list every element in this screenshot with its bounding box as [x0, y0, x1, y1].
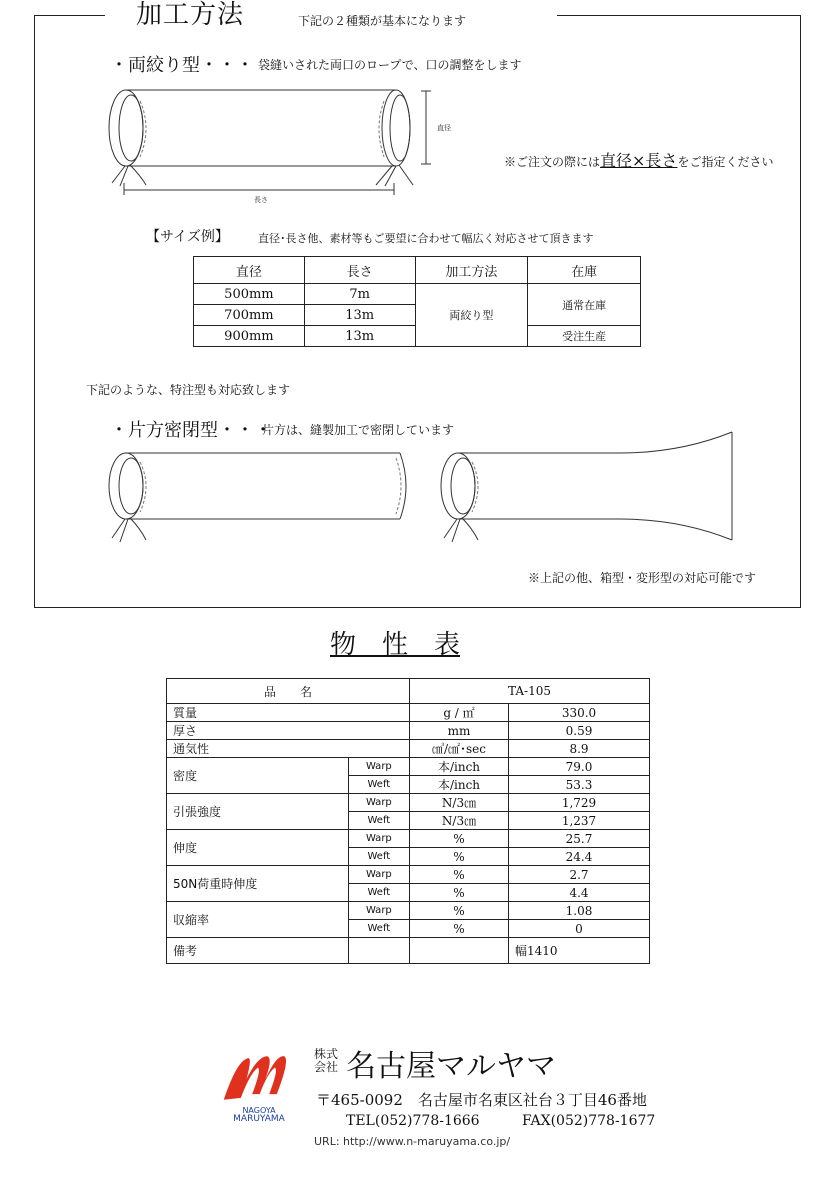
prop-value: 24.4: [509, 848, 650, 866]
company-url[interactable]: URL: http://www.n-maruyama.co.jp/: [314, 1135, 511, 1148]
prop-weft-label: Weft: [348, 884, 409, 902]
prop-warp-label: Warp: [348, 902, 409, 920]
prop-name: 質量: [167, 704, 410, 722]
prop-value: 2.7: [509, 866, 650, 884]
prop-value: 79.0: [509, 758, 650, 776]
special-order-note: 下記のような、特注型も対応致します: [86, 383, 291, 397]
other-shapes-note: ※上記の他、箱型・変形型の対応可能です: [528, 571, 757, 585]
prop-weft-label: Weft: [348, 920, 409, 938]
prop-weft-label: Weft: [348, 812, 409, 830]
length-label: 長さ: [254, 196, 268, 204]
prop-unit: %: [410, 920, 509, 938]
logo-line-nagoya: NAGOYA: [242, 1106, 276, 1115]
maruyama-logo-icon: [220, 1048, 290, 1108]
size-example-heading: 【サイズ例】: [146, 229, 229, 245]
size-cell-diameter: 500mm: [194, 284, 305, 305]
size-header-diameter: 直径: [194, 257, 305, 284]
prop-unit: 本/inch: [410, 758, 509, 776]
prop-remarks-label: 備考: [167, 938, 349, 964]
size-cell-length: 7m: [304, 284, 415, 305]
size-cell-length: 13m: [304, 326, 415, 347]
size-cell-method: 両絞り型: [415, 284, 528, 347]
size-cell-diameter: 900mm: [194, 326, 305, 347]
kabushiki-top: 株式: [314, 1047, 339, 1061]
prop-value: 53.3: [509, 776, 650, 794]
prop-name: 伸度: [167, 830, 349, 866]
prop-warp-label: Warp: [348, 830, 409, 848]
single-bag-illustrations: [100, 450, 750, 560]
prop-unit: %: [410, 848, 509, 866]
properties-table: [166, 678, 650, 964]
prop-unit: mm: [410, 722, 509, 740]
single-type-heading: ・片方密閉型・・・: [110, 420, 272, 441]
double-type-heading: ・両絞り型・・・: [110, 55, 254, 76]
order-note: [504, 148, 773, 171]
prop-unit: 本/inch: [410, 776, 509, 794]
prop-value: 0: [509, 920, 650, 938]
size-cell-stock-normal: 通常在庫: [528, 284, 641, 326]
double-type-description: 袋縫いされた両口のロープで、口の調整をします: [258, 58, 522, 72]
company-tel: TEL(052)778-1666: [346, 1113, 480, 1129]
company-fax: FAX(052)778-1677: [522, 1113, 656, 1129]
prop-value: 1,237: [509, 812, 650, 830]
prop-unit: ㎤/㎠･sec: [410, 740, 509, 758]
single-type-description: 片方は、縫製加工で密閉しています: [262, 423, 455, 437]
prop-warp-label: Warp: [348, 794, 409, 812]
prop-value: 1.08: [509, 902, 650, 920]
prop-remarks-value: 幅1410: [509, 938, 650, 964]
prop-name: 引張強度: [167, 794, 349, 830]
company-kabushiki: [314, 1048, 338, 1074]
prop-value: 4.4: [509, 884, 650, 902]
order-note-emphasis: 直径×長さ: [600, 151, 678, 170]
prop-unit: %: [410, 866, 509, 884]
prop-warp-label: Warp: [348, 866, 409, 884]
size-header-method: 加工方法: [415, 257, 528, 284]
prop-name: 通気性: [167, 740, 410, 758]
prop-unit: %: [410, 884, 509, 902]
company-address: 〒465-0092 名古屋市名東区社台３丁目46番地: [316, 1091, 647, 1109]
size-cell-length: 13m: [304, 305, 415, 326]
properties-title: 物 性 表: [330, 630, 461, 660]
prop-name: 収縮率: [167, 902, 349, 938]
order-note-suffix: をご指定ください: [677, 155, 774, 169]
section-title: 加工方法: [136, 0, 245, 30]
size-header-length: 長さ: [304, 257, 415, 284]
size-example-table: [193, 256, 641, 347]
prop-unit: N/3㎝: [410, 812, 509, 830]
prop-value: 330.0: [509, 704, 650, 722]
logo-text: [222, 1106, 296, 1124]
prop-unit: %: [410, 830, 509, 848]
section-subtitle: 下記の２種類が基本になります: [298, 14, 467, 28]
double-bag-illustration: [100, 85, 440, 210]
prop-weft-label: Weft: [348, 776, 409, 794]
size-cell-diameter: 700mm: [194, 305, 305, 326]
prop-header-name: 品 名: [167, 679, 410, 704]
size-header-stock: 在庫: [528, 257, 641, 284]
prop-name: 密度: [167, 758, 349, 794]
company-name: 名古屋マルヤマ: [346, 1049, 556, 1084]
diameter-label: 直径: [437, 124, 451, 132]
kabushiki-bottom: 会社: [314, 1060, 339, 1074]
prop-unit: %: [410, 902, 509, 920]
order-note-prefix: ※ご注文の際には: [504, 155, 601, 169]
prop-value: 0.59: [509, 722, 650, 740]
prop-warp-label: Warp: [348, 758, 409, 776]
prop-unit: g / ㎡: [410, 704, 509, 722]
prop-name: 50N荷重時伸度: [167, 866, 349, 902]
size-cell-stock-order: 受注生産: [528, 326, 641, 347]
prop-value: 8.9: [509, 740, 650, 758]
prop-name: 厚さ: [167, 722, 410, 740]
prop-weft-label: Weft: [348, 848, 409, 866]
prop-unit: N/3㎝: [410, 794, 509, 812]
size-example-description: 直径･長さ他、素材等もご要望に合わせて幅広く対応させて頂きます: [258, 232, 594, 245]
prop-remarks-empty: [348, 938, 409, 964]
prop-header-product: TA-105: [410, 679, 650, 704]
prop-value: 25.7: [509, 830, 650, 848]
logo-line-maruyama: MARUYAMA: [233, 1114, 285, 1124]
prop-value: 1,729: [509, 794, 650, 812]
prop-remarks-unit-empty: [410, 938, 509, 964]
